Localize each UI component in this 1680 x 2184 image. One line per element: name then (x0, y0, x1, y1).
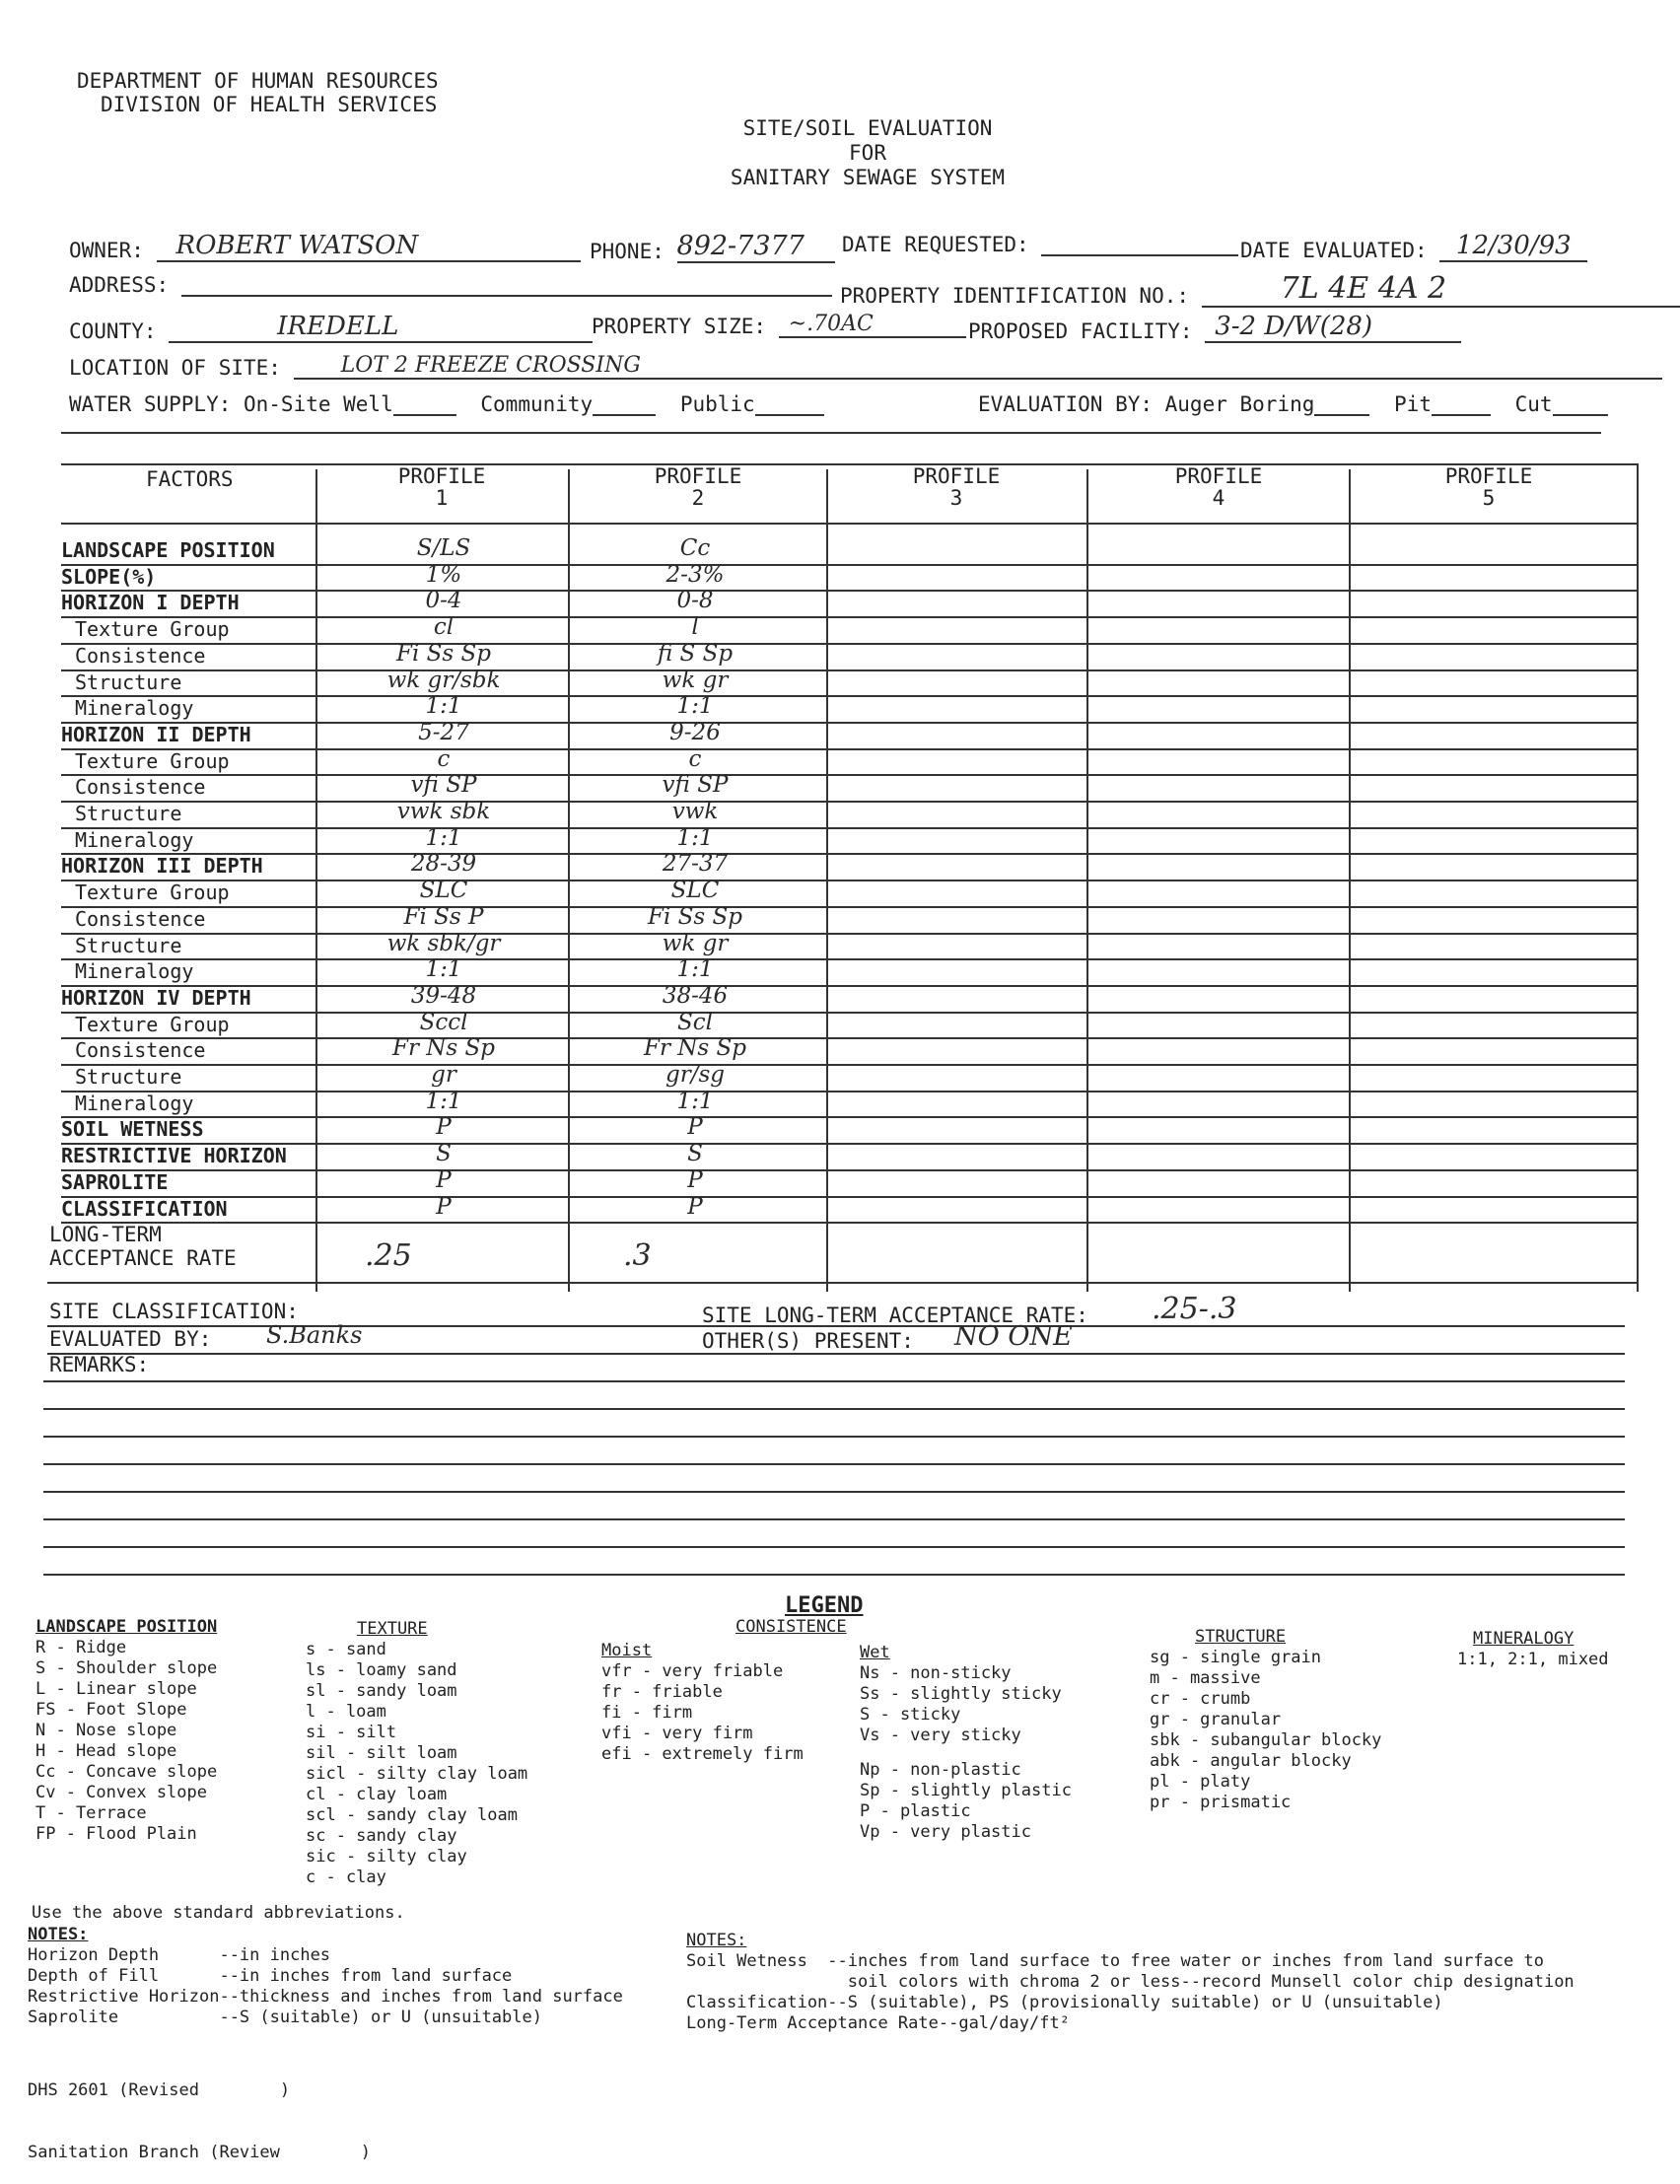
factor-label: Consistence (75, 906, 206, 931)
profile-2-value[interactable]: Scl (677, 1009, 713, 1035)
texture-heading: TEXTURE (357, 1619, 428, 1639)
row-rule (61, 643, 1637, 645)
profile-1-value[interactable]: wk sbk/gr (386, 930, 501, 956)
row-rule (61, 985, 1637, 987)
legend-consistence-moist (601, 1641, 804, 1765)
others-present-label: OTHER(S) PRESENT: (702, 1329, 914, 1353)
wet-item: Ns - non-sticky (860, 1663, 1012, 1683)
evaluation-by-field (978, 392, 1608, 416)
row-rule (61, 933, 1637, 935)
texture-item: s - sand (306, 1640, 386, 1659)
structure-item: cr - crumb (1150, 1689, 1251, 1709)
plastic-item: Np - non-plastic (860, 1760, 1021, 1780)
factors-header: FACTORS (146, 467, 234, 491)
county-value[interactable]: IREDELL (169, 312, 593, 343)
landscape-item: L - Linear slope (35, 1679, 197, 1699)
texture-item: sl - sandy loam (306, 1681, 457, 1701)
property-size-value[interactable]: ~.70AC (779, 312, 966, 338)
profile-1-value[interactable]: c (437, 745, 451, 772)
wet-item: S - sticky (860, 1705, 961, 1725)
profile-2-value[interactable]: 0-8 (676, 588, 714, 614)
landscape-heading: LANDSCAPE POSITION (35, 1617, 218, 1637)
factor-label: SAPROLITE (61, 1169, 169, 1194)
public-blank[interactable] (755, 392, 824, 416)
profile-1-value[interactable]: S/LS (416, 535, 471, 561)
note-item: Soil Wetness --inches from land surface to free water or inches from land surface to (686, 1951, 1544, 1971)
factor-label: HORIZON II DEPTH (61, 722, 251, 746)
structure-item: abk - angular blocky (1150, 1751, 1352, 1771)
factor-label: LANDSCAPE POSITION (61, 538, 275, 562)
note-item: Horizon Depth --in inches (28, 1945, 331, 1965)
others-present-value[interactable]: NO ONE (954, 1321, 1073, 1352)
row-rule (61, 827, 1637, 829)
factor-label: Mineralogy (75, 959, 194, 984)
auger-boring-blank[interactable] (1314, 392, 1369, 416)
pit-blank[interactable] (1432, 392, 1491, 416)
row-rule (61, 1012, 1637, 1014)
notes-right-heading: NOTES: (686, 1931, 747, 1950)
row-rule (61, 958, 1637, 960)
row-rule (61, 1037, 1637, 1039)
moist-item: fi - firm (601, 1703, 693, 1723)
row-rule (61, 1196, 1637, 1198)
water-supply-label: WATER SUPPLY: On-Site Well (69, 392, 393, 416)
profile-2-value[interactable]: l (691, 614, 699, 641)
moist-item: vfr - very friable (601, 1661, 784, 1681)
dept-line-1: DEPARTMENT OF HUMAN RESOURCES (77, 69, 439, 93)
factor-label: SLOPE(%) (61, 564, 157, 589)
factor-label: Texture Group (75, 617, 230, 642)
property-id-field (840, 271, 1680, 308)
water-supply-field (69, 392, 824, 416)
profile-1-value[interactable]: SLC (419, 878, 468, 904)
landscape-item: R - Ridge (35, 1638, 127, 1657)
landscape-item: Cv - Convex slope (35, 1783, 207, 1802)
consistence-heading (735, 1617, 847, 1638)
profile-2-value[interactable]: wk gr (662, 930, 729, 956)
community-blank[interactable] (593, 392, 656, 416)
legend-consistence-wet (860, 1643, 1072, 1843)
factor-label: HORIZON III DEPTH (61, 854, 263, 879)
note-item: soil colors with chroma 2 or less--record Munsell color chip designation (686, 1972, 1575, 1992)
plastic-item: Sp - slightly plastic (860, 1781, 1072, 1800)
county-label: COUNTY: (69, 319, 157, 343)
remarks-line (43, 1436, 1625, 1438)
row-rule (61, 1169, 1637, 1171)
profile-label: PROFILE (397, 464, 486, 488)
row-rule (61, 564, 1637, 566)
factor-label: Texture Group (75, 1012, 230, 1036)
profile-2-value[interactable]: Fr Ns Sp (644, 1035, 746, 1062)
profile-1-value[interactable]: 0-4 (425, 588, 462, 614)
profile-1-value[interactable]: wk gr/sbk (386, 667, 501, 693)
remarks-line (43, 1408, 1625, 1410)
lta-label-line1: LONG-TERM (49, 1223, 162, 1246)
landscape-item: N - Nose slope (35, 1721, 177, 1740)
table-top-rule (61, 463, 1639, 465)
profile-1-value[interactable]: 1:1 (425, 824, 462, 851)
profile-number: 1 (435, 486, 449, 510)
legend-structure (1150, 1627, 1381, 1813)
property-size-field (592, 312, 966, 338)
factor-label: RESTRICTIVE HORIZON (61, 1144, 287, 1168)
profile-label: PROFILE (1444, 464, 1533, 488)
profile-2-value[interactable]: 1:1 (676, 956, 714, 983)
profile-header-4 (1159, 465, 1278, 509)
use-note: Use the above standard abbreviations. (32, 1903, 405, 1923)
date-evaluated-label: DATE EVALUATED: (1240, 239, 1428, 262)
profile-header-1 (383, 465, 501, 509)
profile-1-value[interactable]: vwk sbk (396, 799, 491, 824)
landscape-item: FP - Flood Plain (35, 1824, 197, 1844)
date-requested-value[interactable] (1041, 231, 1238, 256)
row-rule (61, 748, 1637, 750)
proposed-facility-label: PROPOSED FACILITY: (968, 319, 1193, 343)
row-rule (61, 1064, 1637, 1066)
property-size-label: PROPERTY SIZE: (592, 315, 767, 338)
evaluation-by-label: EVALUATION BY: Auger Boring (978, 392, 1315, 416)
factor-label: Mineralogy (75, 696, 194, 721)
property-id-value[interactable]: 7L 4E 4A 2 (1202, 271, 1680, 308)
profile-2-value[interactable]: 1:1 (676, 1088, 714, 1114)
factor-label: HORIZON I DEPTH (61, 591, 240, 615)
row-rule (61, 722, 1637, 724)
structure-item: sbk - subangular blocky (1150, 1730, 1382, 1750)
profile-1-value[interactable]: 1:1 (425, 1088, 462, 1114)
remarks-line (43, 1518, 1625, 1520)
note-item: Restrictive Horizon--thickness and inches from land surface (28, 1987, 623, 2007)
legend-texture (306, 1619, 527, 1888)
landscape-item: Cc - Concave slope (35, 1762, 218, 1782)
factor-label: Structure (75, 933, 182, 957)
row-rule (61, 590, 1637, 592)
table-right-border (1637, 463, 1639, 1292)
texture-item: ls - loamy sand (306, 1660, 457, 1680)
profile-1-value[interactable]: Sccl (419, 1009, 468, 1035)
row-rule (61, 880, 1637, 881)
legend-mineralogy (1457, 1629, 1609, 1670)
profile-2-value[interactable]: fi S Sp (657, 640, 734, 667)
consistence-heading-text: CONSISTENCE (735, 1617, 847, 1637)
profile-1-value[interactable]: gr (431, 1062, 456, 1088)
note-item: Long-Term Acceptance Rate--gal/day/ft² (686, 2013, 1070, 2033)
sanitation-branch: Sanitation Branch (Review ) (28, 2143, 371, 2162)
factor-label: Texture Group (75, 881, 230, 905)
profile-2-value[interactable]: vfi SP (662, 772, 729, 799)
profile-1-value[interactable]: S (436, 1141, 452, 1167)
address-value[interactable] (181, 271, 832, 297)
row-rule (61, 669, 1637, 671)
row-rule (61, 616, 1637, 618)
remarks-label: REMARKS: (49, 1353, 150, 1376)
profile-1-value[interactable]: 28-39 (410, 851, 477, 878)
dept-line-2: DIVISION OF HEALTH SERVICES (101, 93, 438, 116)
wet-heading: Wet (860, 1643, 890, 1662)
texture-item: sicl - silty clay loam (306, 1764, 528, 1784)
title-line-2: FOR (849, 141, 886, 165)
structure-item: sg - single grain (1150, 1648, 1321, 1667)
profile-2-value[interactable]: 27-37 (662, 851, 729, 878)
department-heading (77, 69, 439, 116)
lta-label-line2: ACCEPTANCE RATE (49, 1246, 237, 1270)
texture-item: scl - sandy clay loam (306, 1805, 518, 1825)
profile-1-value[interactable]: P (436, 1193, 452, 1220)
structure-item: pl - platy (1150, 1772, 1251, 1792)
texture-item: cl - clay loam (306, 1785, 448, 1804)
profile-number: 5 (1482, 486, 1496, 510)
profile-1-value[interactable]: P (436, 1114, 452, 1141)
profile-2-value[interactable]: Fi Ss Sp (648, 903, 742, 930)
factor-label: Consistence (75, 643, 206, 668)
profile-1-value[interactable]: cl (433, 614, 455, 641)
legend-landscape (35, 1617, 217, 1845)
profile-2-value[interactable]: 1:1 (676, 693, 714, 720)
remarks-line (43, 1546, 1625, 1548)
evaluated-by-value[interactable]: S.Banks (266, 1321, 363, 1349)
title-line-3: SANITARY SEWAGE SYSTEM (730, 166, 1006, 189)
site-lta-label: SITE LONG-TERM ACCEPTANCE RATE: (702, 1303, 1088, 1327)
remarks-line (43, 1574, 1625, 1576)
factor-label: Mineralogy (75, 1091, 194, 1115)
landscape-item: S - Shoulder slope (35, 1658, 218, 1678)
plastic-item: P - plastic (860, 1801, 971, 1821)
owner-value[interactable]: ROBERT WATSON (157, 231, 581, 262)
profile-2-value[interactable]: 1:1 (676, 824, 714, 851)
landscape-item: FS - Foot Slope (35, 1700, 187, 1720)
profile-number: 3 (949, 486, 963, 510)
factor-label: SOIL WETNESS (61, 1117, 204, 1142)
plastic-item: Vp - very plastic (860, 1822, 1031, 1842)
structure-item: gr - granular (1150, 1710, 1282, 1729)
profile-header-3 (897, 465, 1015, 509)
profile-1-value[interactable]: P (436, 1166, 452, 1193)
cut-label: Cut (1514, 392, 1553, 416)
profile-1-value[interactable]: 5-27 (418, 719, 469, 745)
profile-1-value[interactable]: Fi Ss Sp (396, 640, 491, 667)
profile-1-value[interactable]: 1:1 (425, 693, 462, 720)
profile-1-value[interactable]: vfi SP (410, 772, 477, 799)
title-line-1: SITE/SOIL EVALUATION (742, 116, 993, 140)
lta-profile-1[interactable]: .25 (365, 1238, 412, 1273)
landscape-item: H - Head slope (35, 1741, 177, 1761)
structure-item: m - massive (1150, 1668, 1261, 1688)
profile-2-value[interactable]: SLC (670, 878, 720, 904)
remarks-line (43, 1463, 1625, 1465)
remarks-line (43, 1491, 1625, 1493)
profile-1-value[interactable]: 1:1 (425, 956, 462, 983)
row-rule (61, 853, 1637, 855)
notes-left (28, 1925, 623, 2028)
lta-profile-2[interactable]: .3 (623, 1238, 652, 1273)
county-field (69, 312, 593, 343)
note-item: Depth of Fill --in inches from land surface (28, 1966, 513, 1986)
phone-value[interactable]: 892-7377 (677, 231, 835, 263)
profile-2-value[interactable]: S (687, 1141, 703, 1167)
legend-title: LEGEND (785, 1593, 864, 1618)
owner-label: OWNER: (69, 239, 144, 262)
date-evaluated-field (1240, 231, 1587, 262)
profile-2-value[interactable]: P (687, 1166, 703, 1193)
profile-2-value[interactable]: 38-46 (662, 982, 729, 1009)
row-rule (61, 695, 1637, 697)
form-title (611, 116, 1124, 190)
notes-right (686, 1931, 1575, 2034)
profile-2-value[interactable]: wk gr (662, 667, 729, 693)
profile-header-5 (1430, 465, 1548, 509)
texture-item: sil - silt loam (306, 1743, 457, 1763)
property-id-label: PROPERTY IDENTIFICATION NO.: (840, 284, 1190, 308)
profile-number: 2 (691, 486, 705, 510)
profile-label: PROFILE (912, 464, 1001, 488)
table-header-rule (61, 523, 1639, 525)
moist-item: fr - friable (601, 1682, 723, 1702)
date-evaluated-value[interactable]: 12/30/93 (1439, 231, 1587, 262)
public-label: Public (679, 392, 755, 416)
profile-2-value[interactable]: P (687, 1114, 703, 1141)
form-number: DHS 2601 (Revised ) (28, 2080, 291, 2100)
row-rule (61, 801, 1637, 803)
form-footer (28, 2039, 371, 2184)
evaluated-by-label: EVALUATED BY: (49, 1327, 212, 1351)
factor-label: Consistence (75, 775, 206, 800)
texture-item: si - silt (306, 1723, 397, 1742)
profile-2-value[interactable]: 9-26 (669, 719, 721, 745)
moist-item: vfi - very firm (601, 1724, 753, 1743)
profile-label: PROFILE (654, 464, 742, 488)
row-rule (61, 1091, 1637, 1092)
row-rule (61, 774, 1637, 776)
location-value[interactable]: LOT 2 FREEZE CROSSING (294, 353, 1662, 380)
landscape-item: T - Terrace (35, 1803, 147, 1823)
lta-label (49, 1223, 237, 1270)
profile-1-value[interactable]: 39-48 (410, 982, 477, 1009)
factor-label: Structure (75, 1065, 182, 1089)
profile-number: 4 (1212, 486, 1225, 510)
profile-1-value[interactable]: Fi Ss P (403, 903, 484, 930)
factor-label: CLASSIFICATION (61, 1196, 228, 1221)
texture-item: sic - silty clay (306, 1847, 467, 1867)
profile-2-value[interactable]: Cc (679, 535, 711, 561)
note-item: Saprolite --S (suitable) or U (unsuitable) (28, 2008, 542, 2027)
texture-item: l - loam (306, 1702, 386, 1722)
summary-rule-2 (47, 1353, 1625, 1355)
factor-label: Consistence (75, 1038, 206, 1063)
address-label: ADDRESS: (69, 273, 170, 297)
table-bottom-rule (47, 1282, 1637, 1284)
profile-2-value[interactable]: c (688, 745, 702, 772)
phone-label: PHONE: (590, 240, 665, 263)
location-label: LOCATION OF SITE: (69, 356, 281, 380)
wet-item: Vs - very sticky (860, 1726, 1021, 1745)
moist-heading: Moist (601, 1641, 653, 1660)
site-lta-value[interactable]: .25-.3 (1152, 1292, 1237, 1326)
profile-1-value[interactable]: 1% (425, 561, 462, 588)
row-rule (61, 1143, 1637, 1145)
phone-field (590, 231, 835, 263)
texture-item: sc - sandy clay (306, 1826, 457, 1846)
factor-label: Texture Group (75, 748, 230, 773)
proposed-facility-value[interactable]: 3-2 D/W(28) (1205, 312, 1461, 343)
location-field (69, 353, 1662, 380)
mineralogy-item: 1:1, 2:1, mixed (1457, 1650, 1609, 1669)
date-requested-field (842, 231, 1238, 256)
date-requested-label: DATE REQUESTED: (842, 233, 1029, 256)
factor-label: HORIZON IV DEPTH (61, 985, 251, 1010)
structure-item: pr - prismatic (1150, 1793, 1292, 1812)
row-rule (61, 1116, 1637, 1118)
texture-item: c - clay (306, 1867, 386, 1887)
wet-item: Ss - slightly sticky (860, 1684, 1062, 1704)
profile-2-value[interactable]: 2-3% (665, 561, 725, 588)
on-site-well-blank[interactable] (393, 392, 456, 416)
profile-label: PROFILE (1174, 464, 1263, 488)
site-classification-label: SITE CLASSIFICATION: (49, 1300, 299, 1323)
profile-1-value[interactable]: Fr Ns Sp (392, 1035, 495, 1062)
owner-field (69, 231, 581, 262)
row-rule (61, 1222, 1637, 1224)
row-rule (61, 906, 1637, 908)
profile-2-value[interactable]: P (687, 1193, 703, 1220)
community-label: Community (480, 392, 594, 416)
cut-blank[interactable] (1553, 392, 1608, 416)
profile-2-value[interactable]: gr/sg (665, 1062, 725, 1088)
proposed-facility-field (968, 312, 1461, 343)
header-divider (61, 432, 1601, 434)
structure-heading: STRUCTURE (1195, 1627, 1287, 1647)
remarks-line (43, 1380, 1625, 1382)
notes-left-heading: NOTES: (28, 1925, 89, 1944)
pit-label: Pit (1394, 392, 1432, 416)
profile-header-2 (639, 465, 757, 509)
factor-label: Structure (75, 669, 182, 694)
profile-2-value[interactable]: vwk (671, 799, 719, 824)
factor-label: Structure (75, 802, 182, 825)
mineralogy-heading: MINERALOGY (1473, 1629, 1575, 1649)
note-item: Classification--S (suitable), PS (provisionally suitable) or U (unsuitable) (686, 1993, 1443, 2012)
moist-item: efi - extremely firm (601, 1744, 804, 1764)
factor-label: Mineralogy (75, 827, 194, 852)
address-field (69, 271, 832, 297)
